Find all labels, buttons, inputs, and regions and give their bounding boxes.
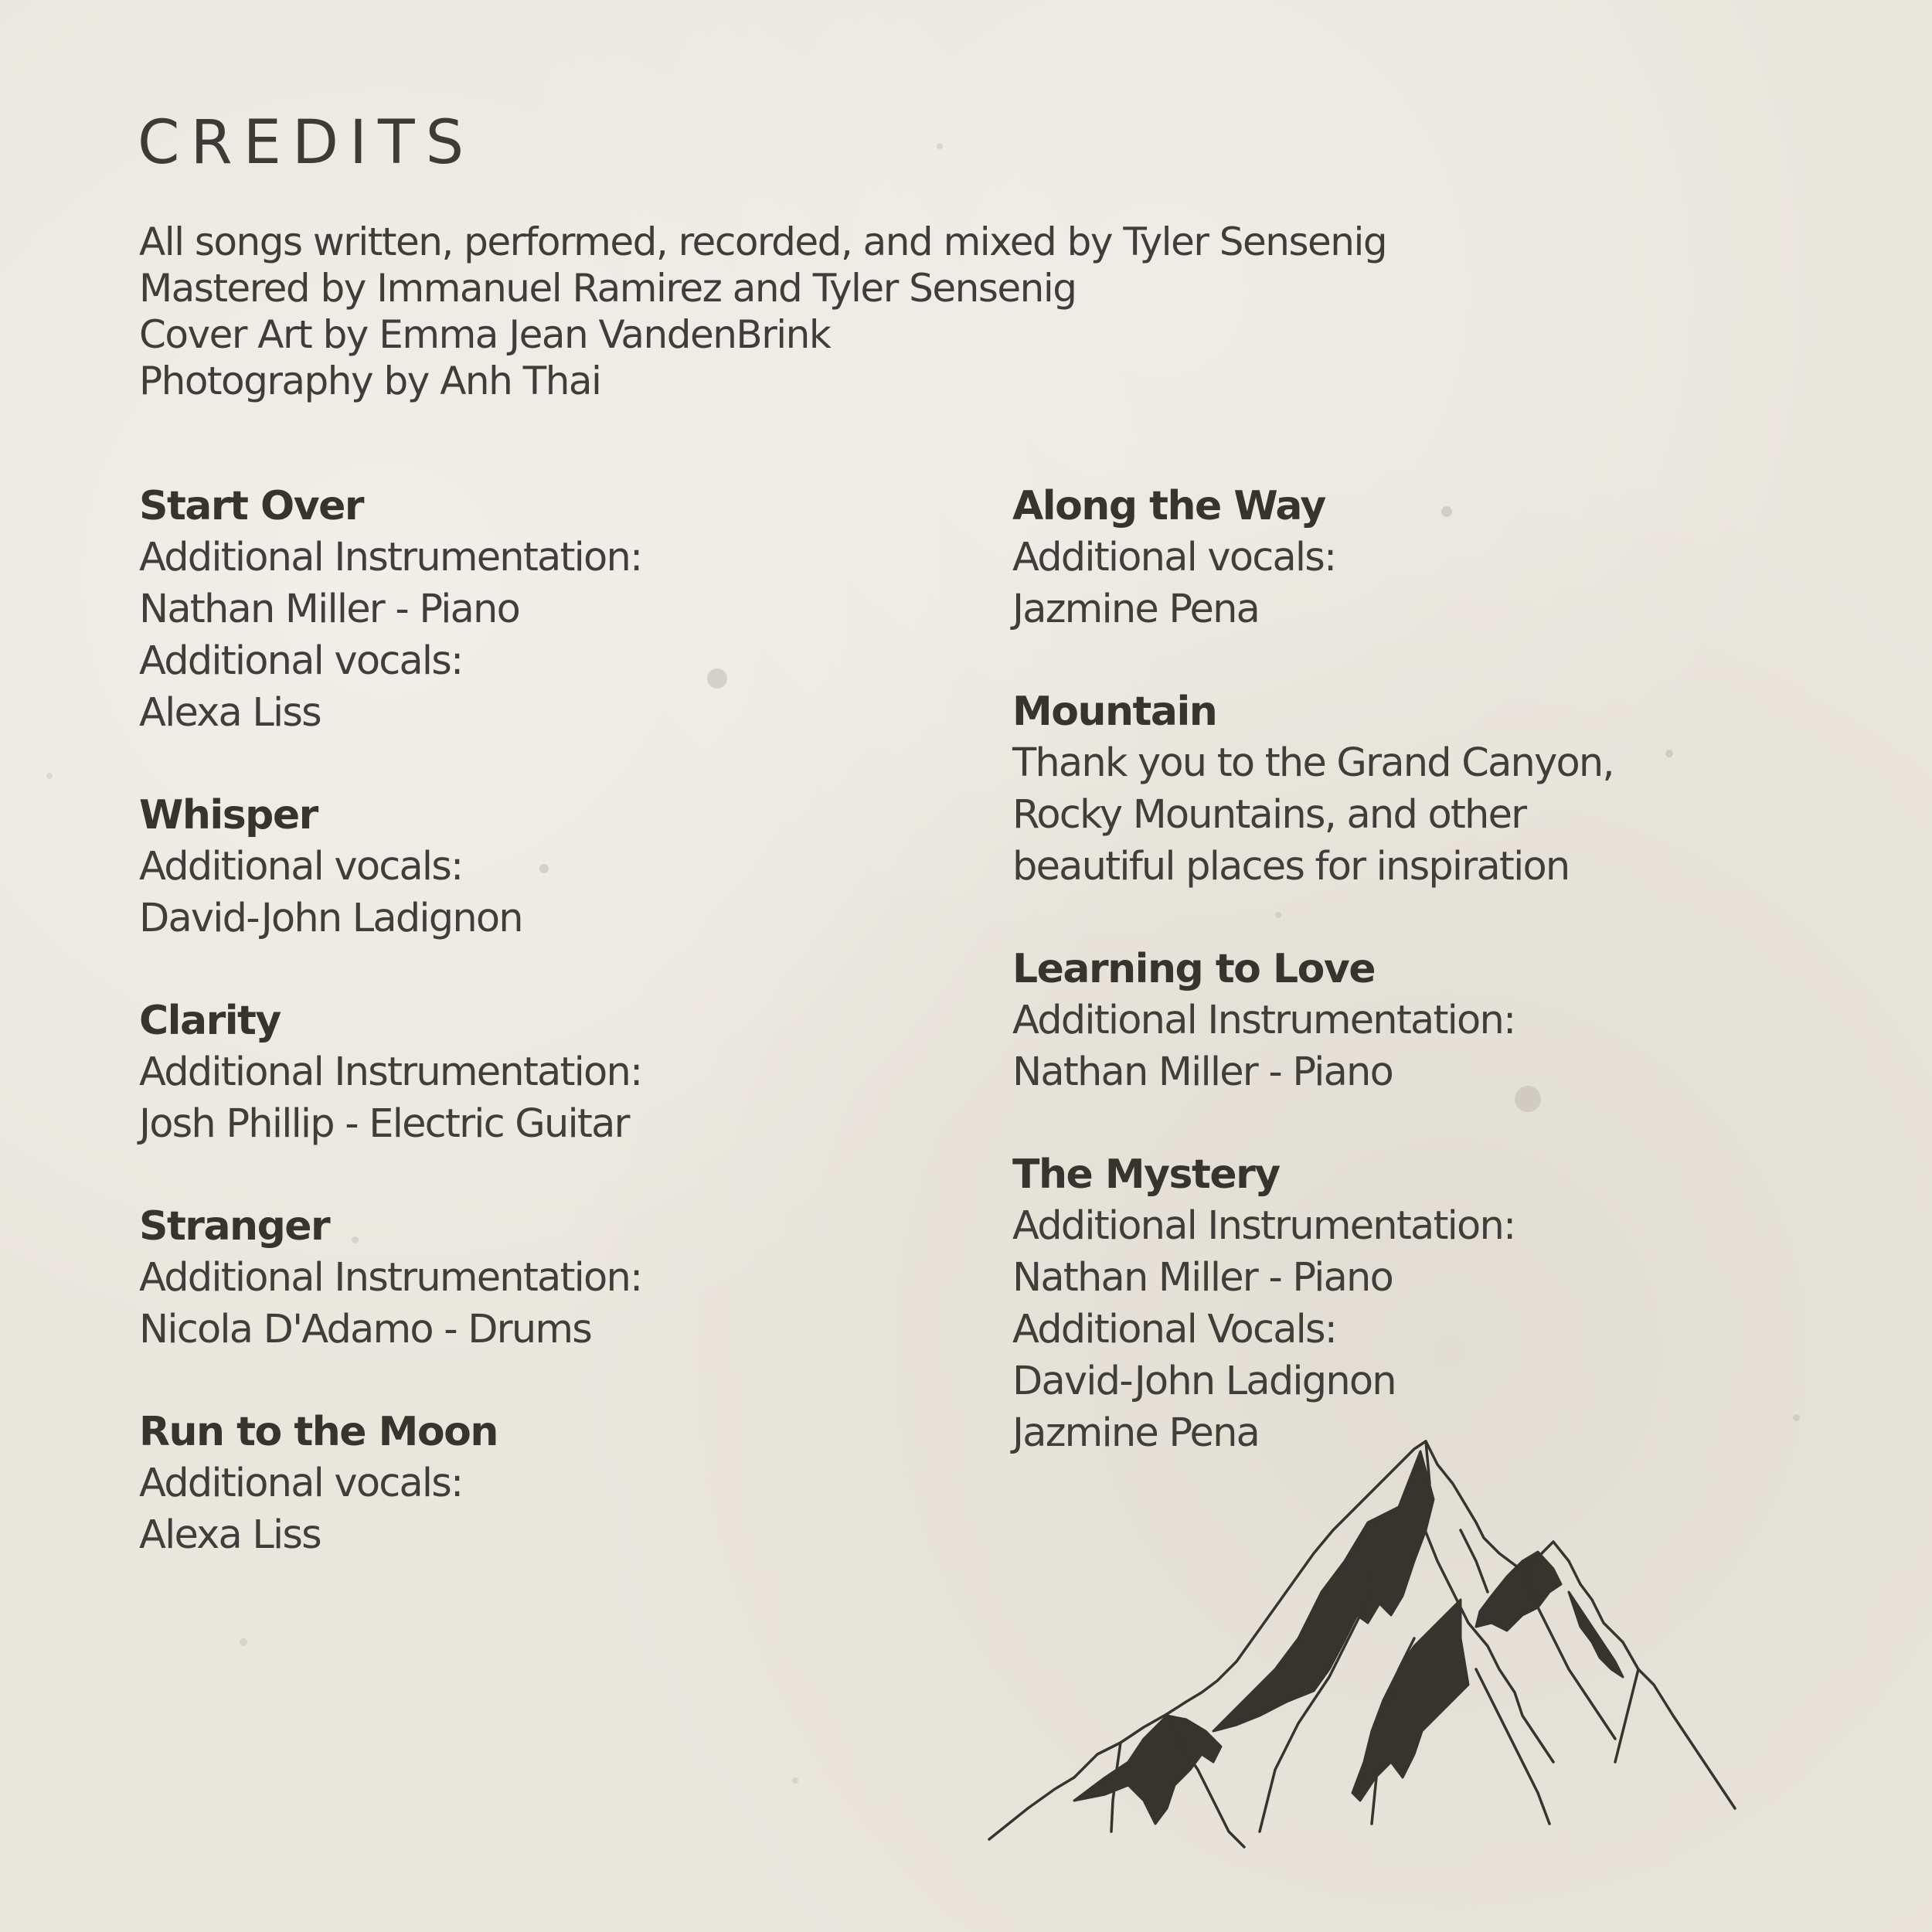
credit-line: David-John Ladignon [139,896,522,941]
credit-line: Jazmine Pena [1012,587,1260,632]
credit-line: Nicola D'Adamo - Drums [139,1307,592,1352]
song-credit [139,481,912,739]
credit-line: David-John Ladignon [1012,1359,1396,1404]
intro-line: All songs written, performed, recorded, and mixed by Tyler Sensenig [139,219,1387,264]
credit-line: Nathan Miller - Piano [1012,1049,1393,1095]
intro-line: Cover Art by Emma Jean VandenBrink [139,312,831,357]
credit-line: Additional vocals: [139,638,463,684]
intro-line: Mastered by Immanuel Ramirez and Tyler Sensenig [139,266,1077,311]
song-title: Mountain [1012,689,1217,735]
credit-line: Additional vocals: [139,844,463,889]
song-credit [1012,1149,1862,1459]
song-title: Run to the Moon [139,1409,498,1455]
credit-line: Alexa Liss [139,690,321,736]
song-title: The Mystery [1012,1151,1280,1198]
credit-line: Alexa Liss [139,1512,321,1558]
credit-line: Thank you to the Grand Canyon, [1012,740,1614,786]
credit-line: Additional Instrumentation: [139,1255,642,1301]
credit-line: Rocky Mountains, and other [1012,792,1526,838]
credit-line: Additional Instrumentation: [1012,1203,1515,1249]
song-title: Clarity [139,998,281,1044]
credit-line: Additional vocals: [139,1461,463,1506]
intro-line: Photography by Anh Thai [139,359,601,403]
credit-line: beautiful places for inspiration [1012,844,1570,889]
credit-line: Additional Instrumentation: [139,535,642,580]
right-column [1012,481,1862,1510]
song-title: Start Over [139,483,364,529]
credit-line: Additional Instrumentation: [1012,998,1515,1043]
song-credit [139,1406,912,1561]
song-credit [139,995,912,1150]
song-credit [139,790,912,944]
song-credit [1012,481,1862,635]
intro-credits [139,219,1386,404]
credit-line: Nathan Miller - Piano [139,587,519,632]
page-title: CREDITS [138,108,475,178]
song-credit [139,1201,912,1355]
song-title: Learning to Love [1012,946,1376,992]
credit-line: Nathan Miller - Piano [1012,1255,1393,1301]
left-column [139,481,912,1612]
mountain-illustration [981,1437,1747,1855]
song-title: Stranger [139,1203,330,1250]
credit-line: Jazmine Pena [1012,1410,1260,1456]
song-title: Whisper [139,792,318,838]
song-title: Along the Way [1012,483,1325,529]
credit-line: Additional Vocals: [1012,1307,1337,1352]
song-credit [1012,944,1862,1098]
credit-line: Additional vocals: [1012,535,1336,580]
song-credit [1012,686,1862,893]
credit-line: Josh Phillip - Electric Guitar [139,1101,629,1147]
credit-line: Additional Instrumentation: [139,1049,642,1095]
